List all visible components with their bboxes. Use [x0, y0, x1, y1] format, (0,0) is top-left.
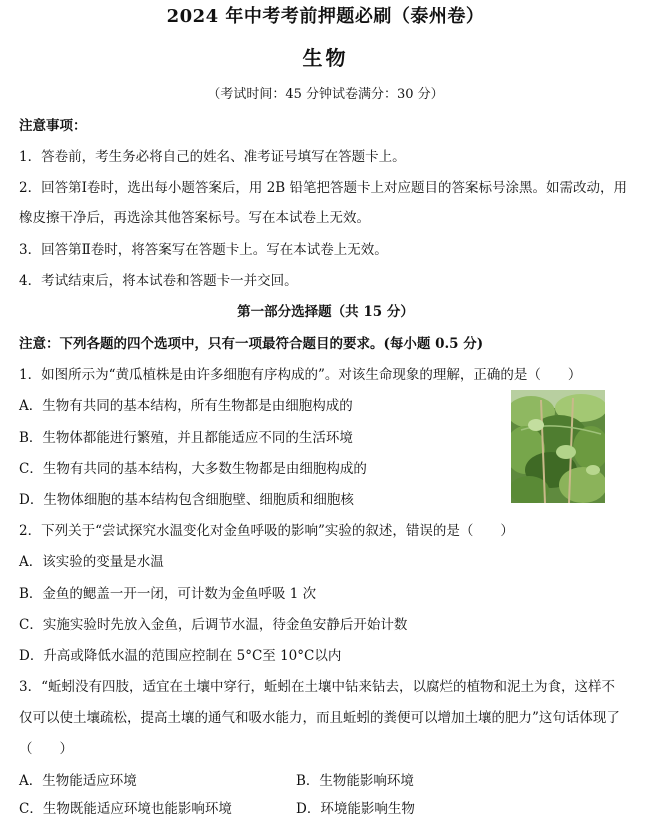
subject-title: 生物	[302, 46, 349, 70]
question-3-stem-line-3: （ ）	[19, 741, 73, 757]
question-3-stem-line-2: 仅可以使土壤疏松，提高土壤的通气和吸水能力，而且蚯蚓的粪便可以增加土壤的肥力”这句话体现了	[19, 710, 620, 726]
question-1-stem: 1．如图所示为“黄瓜植株是由许多细胞有序构成的”。对该生命现象的理解，正确的是（ ）	[19, 367, 582, 383]
question-1-option-d: D．生物体细胞的基本结构包含细胞壁、细胞质和细胞核	[19, 492, 354, 508]
note-item: 1．答卷前，考生务必将自己的姓名、准考证号填写在答题卡上。	[19, 149, 406, 165]
question-2-option-b: B．金鱼的鳃盖一开一闭，可计数为金鱼呼吸 1 次	[19, 586, 317, 602]
question-1-option-c: C．生物有共同的基本结构，大多数生物都是由细胞构成的	[19, 461, 367, 477]
question-1-option-a: A．生物有共同的基本结构，所有生物都是由细胞构成的	[19, 398, 353, 414]
note-item: 2．回答第Ⅰ卷时，选出每小题答案后，用 2B 铅笔把答题卡上对应题目的答案标号涂黑。如需改动，用	[19, 180, 628, 196]
notes-heading: 注意事项：	[19, 118, 87, 134]
question-3-option-d: D．环境能影响生物	[296, 801, 415, 817]
note-item: 橡皮擦干净后，再选涂其他答案标号。写在本试卷上无效。	[19, 210, 370, 226]
question-3-option-b: B．生物能影响环境	[296, 773, 414, 789]
section-instruction: 注意：下列各题的四个选项中，只有一项最符合题目的要求。(每小题 0.5 分)	[19, 336, 484, 352]
question-2-option-d: D．升高或降低水温的范围应控制在 5°C至 10°C以内	[19, 648, 342, 664]
question-2-stem: 2．下列关于“尝试探究水温变化对金鱼呼吸的影响”实验的叙述，错误的是（ ）	[19, 523, 514, 539]
cucumber-plant-photo	[511, 390, 605, 503]
note-item: 4．考试结束后，将本试卷和答题卡一并交回。	[19, 273, 298, 289]
question-3-option-a: A．生物能适应环境	[19, 773, 137, 789]
question-2-option-a: A．该实验的变量是水温	[19, 554, 164, 570]
question-3-option-c: C．生物既能适应环境也能影响环境	[19, 801, 232, 817]
exam-title: 2024 年中考考前押题必刷（泰州卷）	[166, 6, 485, 27]
section-title: 第一部分选择题（共 15 分）	[237, 304, 414, 320]
note-item: 3．回答第Ⅱ卷时，将答案写在答题卡上。写在本试卷上无效。	[19, 242, 388, 258]
question-2-option-c: C．实施实验时先放入金鱼，后调节水温，待金鱼安静后开始计数	[19, 617, 408, 633]
question-3-stem-line-1: 3．“蚯蚓没有四肢，适宜在土壤中穿行，蚯蚓在土壤中钻来钻去，以腐烂的植物和泥土为食，这样不	[19, 679, 615, 695]
question-1-option-b: B．生物体都能进行繁殖，并且都能适应不同的生活环境	[19, 430, 353, 446]
exam-info: （考试时间：45 分钟试卷满分：30 分）	[207, 87, 444, 102]
